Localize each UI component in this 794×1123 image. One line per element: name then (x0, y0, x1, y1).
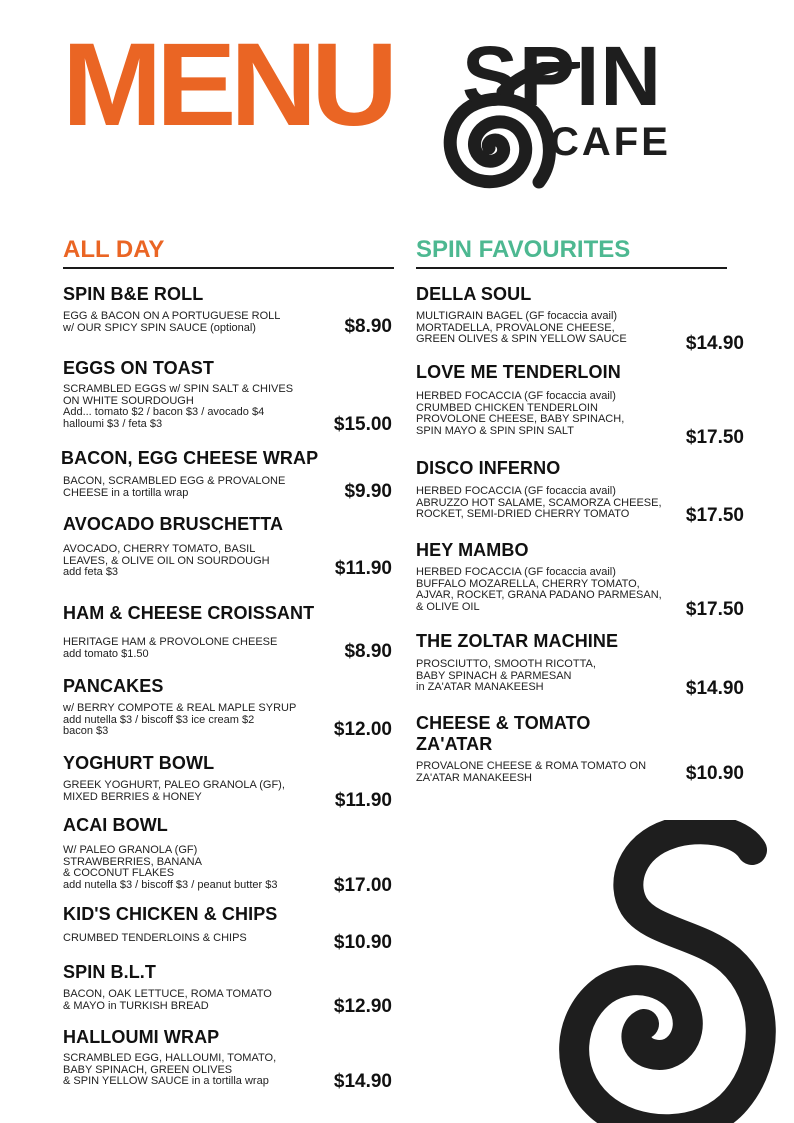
favourites-divider (416, 267, 727, 269)
item-description: BACON, SCRAMBLED EGG & PROVALONE CHEESE in a tortilla wrap (63, 475, 286, 499)
item-description: EGG & BACON ON A PORTUGUESE ROLL w/ OUR SPICY SPIN SAUCE (optional) (63, 310, 281, 334)
item-description: PROVALONE CHEESE & ROMA TOMATO ON ZA'ATAR MANAKEESH (416, 760, 647, 784)
item-price: $17.50 (685, 427, 744, 448)
item-name: CHEESE & TOMATO ZA'ATAR (416, 713, 591, 754)
item-price: $17.00 (333, 875, 392, 896)
item-price: $14.90 (685, 678, 744, 699)
item-price: $14.90 (685, 333, 744, 354)
item-name: THE ZOLTAR MACHINE (416, 631, 619, 651)
item-name: DISCO INFERNO (416, 458, 561, 478)
item-description: HERBED FOCACCIA (GF focaccia avail) CRUMBED CHICKEN TENDERLOIN PROVOLONE CHEESE, BABY SPINACH, SPIN MAYO & SPIN SPIN SALT (416, 390, 625, 437)
item-description: CRUMBED TENDERLOINS & CHIPS (63, 932, 247, 944)
item-description: MULTIGRAIN BAGEL (GF focaccia avail) MORTADELLA, PROVALONE CHEESE, GREEN OLIVES & SPIN YELLOW SAUCE (416, 310, 627, 345)
menu-title: MENU (62, 19, 392, 151)
item-name: EGGS ON TOAST (63, 358, 214, 378)
item-description: BACON, OAK LETTUCE, ROMA TOMATO & MAYO in TURKISH BREAD (63, 988, 272, 1012)
all-day-heading: ALL DAY (63, 236, 165, 263)
item-price: $10.90 (685, 763, 744, 784)
item-description: AVOCADO, CHERRY TOMATO, BASIL LEAVES, & OLIVE OIL ON SOURDOUGH add feta $3 (63, 543, 270, 578)
item-description: w/ BERRY COMPOTE & REAL MAPLE SYRUP add nutella $3 / biscoff $3 ice cream $2 bacon $3 (63, 702, 297, 737)
item-name: YOGHURT BOWL (63, 753, 215, 773)
item-price: $11.90 (334, 558, 392, 579)
item-price: $14.90 (333, 1071, 392, 1092)
item-price: $15.00 (333, 414, 392, 435)
item-name: DELLA SOUL (416, 284, 532, 304)
item-name: HEY MAMBO (416, 540, 529, 560)
decorative-spiral-icon (500, 820, 794, 1123)
item-name: SPIN B.L.T (63, 962, 157, 982)
item-description: HERITAGE HAM & PROVOLONE CHEESE add tomato $1.50 (63, 636, 278, 660)
item-price: $12.90 (333, 996, 392, 1017)
item-description: SCRAMBLED EGGS w/ SPIN SALT & CHIVES ON WHITE SOURDOUGH Add... tomato $2 / bacon $3 / avocado $4 halloumi $3 / feta $3 (63, 383, 294, 430)
brand-spin-text: SPIN (462, 29, 663, 123)
item-price: $8.90 (344, 641, 392, 662)
item-price: $12.00 (333, 719, 392, 740)
item-name: KID'S CHICKEN & CHIPS (63, 904, 278, 924)
item-description: HERBED FOCACCIA (GF focaccia avail) BUFFALO MOZARELLA, CHERRY TOMATO, AJVAR, ROCKET, GRANA PADANO PARMESAN, & OLIVE OIL (416, 566, 662, 613)
item-description: HERBED FOCACCIA (GF focaccia avail) ABRUZZO HOT SALAME, SCAMORZA CHEESE, ROCKET, SEMI-DRIED CHERRY TOMATO (416, 485, 662, 520)
item-description: GREEK YOGHURT, PALEO GRANOLA (GF), MIXED BERRIES & HONEY (63, 779, 285, 803)
item-price: $8.90 (344, 316, 392, 337)
item-price: $10.90 (333, 932, 392, 953)
item-description: W/ PALEO GRANOLA (GF) STRAWBERRIES, BANANA & COCONUT FLAKES add nutella $3 / biscoff $3 / peanut butter $3 (63, 844, 278, 891)
item-name: LOVE ME TENDERLOIN (416, 362, 621, 382)
item-price: $17.50 (685, 505, 744, 526)
item-name: HALLOUMI WRAP (63, 1027, 220, 1047)
item-price: $17.50 (685, 599, 744, 620)
item-price: $11.90 (334, 790, 392, 811)
item-name: SPIN B&E ROLL (63, 284, 204, 304)
favourites-heading: SPIN FAVOURITES (416, 236, 631, 263)
item-name: AVOCADO BRUSCHETTA (63, 514, 284, 534)
item-name: HAM & CHEESE CROISSANT (63, 603, 315, 623)
item-price: $9.90 (344, 481, 392, 502)
brand-cafe-text: CAFE (550, 120, 671, 164)
item-name: ACAI BOWL (63, 815, 168, 835)
item-description: SCRAMBLED EGG, HALLOUMI, TOMATO, BABY SPINACH, GREEN OLIVES & SPIN YELLOW SAUCE in a tortilla wrap (63, 1052, 277, 1087)
item-name: BACON, EGG CHEESE WRAP (61, 448, 319, 468)
item-name: PANCAKES (63, 676, 164, 696)
all-day-divider (63, 267, 394, 269)
item-description: PROSCIUTTO, SMOOTH RICOTTA, BABY SPINACH & PARMESAN in ZA'ATAR MANAKEESH (416, 658, 596, 693)
